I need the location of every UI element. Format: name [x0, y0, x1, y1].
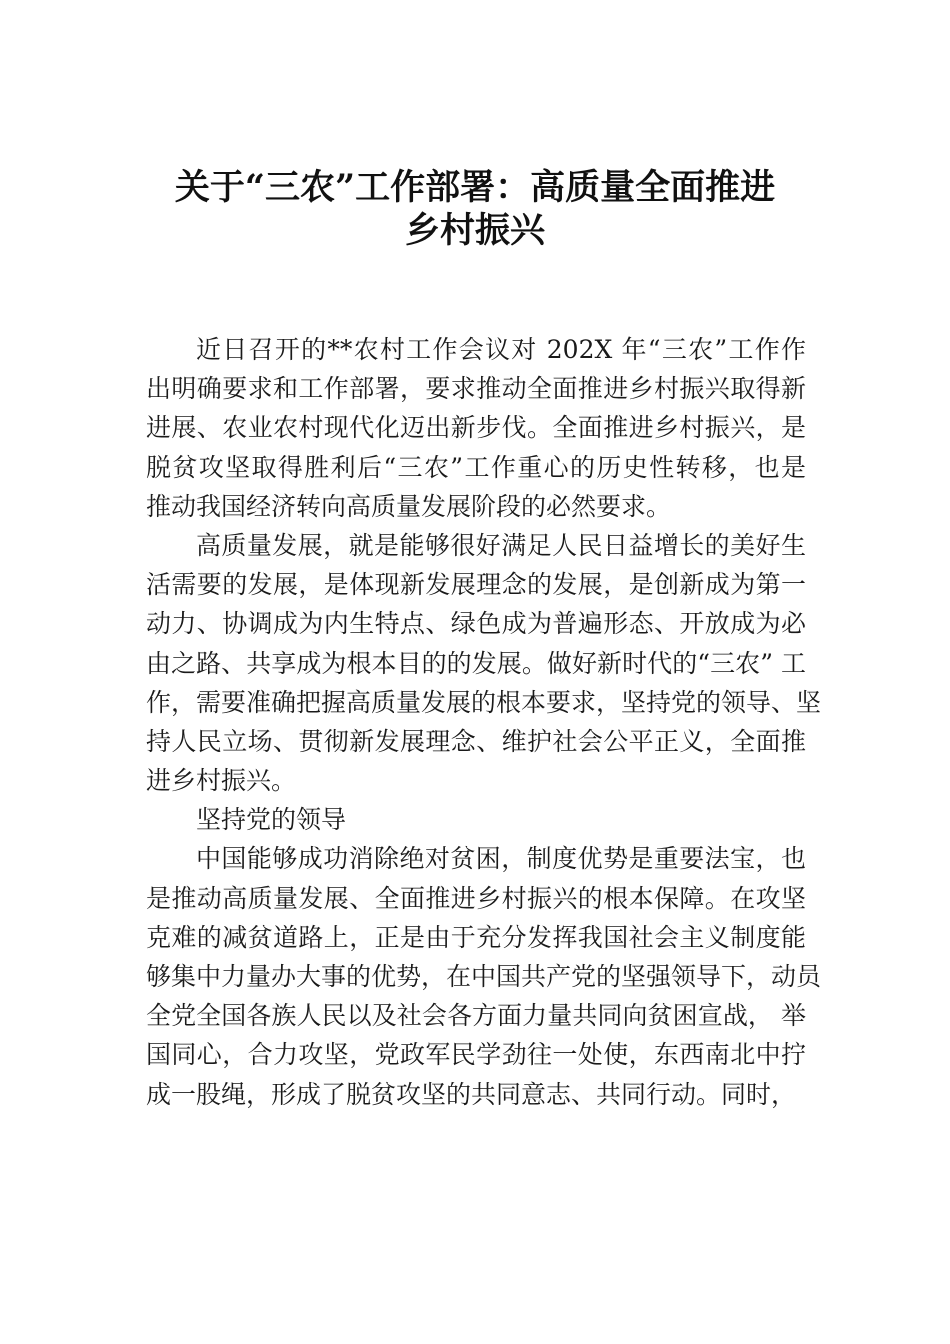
text-line: 活需要的发展，是体现新发展理念的发展，是创新成为第一	[146, 570, 806, 600]
text-line: 近日召开的**农村工作会议对 202X 年“三农”工作作	[196, 335, 806, 364]
document-title-line-2: 乡村振兴	[404, 210, 545, 251]
text-line: 国同心，合力攻坚，党政军民学劲往一处使，东西南北中拧	[146, 1040, 806, 1070]
text-line: 高质量发展，就是能够很好满足人民日益增长的美好生	[196, 530, 806, 560]
document-title-line-1: 关于“三农”工作部署：高质量全面推进	[174, 167, 776, 208]
text-line: 成一股绳，形成了脱贫攻坚的共同意志、共同行动。同时，	[146, 1079, 797, 1109]
text-line: 够集中力量办大事的优势，在中国共产党的坚强领导下，动员	[146, 962, 822, 991]
text-line: 动力、协调成为内生特点、绿色成为普遍形态、开放成为必	[146, 609, 806, 639]
text-line: 由之路、共享成为根本目的的发展。做好新时代的“三农” 工	[146, 648, 806, 678]
text-line: 是推动高质量发展、全面推进乡村振兴的根本保障。在攻坚	[146, 883, 806, 913]
text-line: 推动我国经济转向高质量发展阶段的必然要求。	[146, 491, 672, 521]
text-line: 进展、农业农村现代化迈出新步伐。全面推进乡村振兴，是	[146, 413, 806, 443]
text-line: 脱贫攻坚取得胜利后“三农”工作重心的历史性转移，也是	[146, 452, 806, 482]
text-line: 持人民立场、贯彻新发展理念、维护社会公平正义，全面推	[146, 726, 806, 756]
text-line: 克难的减贫道路上，正是由于充分发挥我国社会主义制度能	[146, 922, 806, 952]
text-line: 作，需要准确把握高质量发展的根本要求，坚持党的领导、坚	[146, 687, 822, 717]
text-line: 进乡村振兴。	[146, 766, 297, 796]
paragraph-intro	[146, 330, 806, 526]
paragraph-high-quality-development	[146, 526, 822, 800]
text-line: 全党全国各族人民以及社会各方面力量共同向贫困宣战， 举	[146, 1001, 806, 1031]
text-line: 中国能够成功消除绝对贫困，制度优势是重要法宝，也	[196, 844, 806, 874]
section-heading	[146, 800, 806, 839]
text-line: 出明确要求和工作部署，要求推动全面推进乡村振兴取得新	[146, 374, 806, 404]
section-heading-text: 坚持党的领导	[196, 805, 347, 835]
document-body	[146, 330, 822, 1114]
paragraph-party-leadership	[146, 839, 822, 1113]
